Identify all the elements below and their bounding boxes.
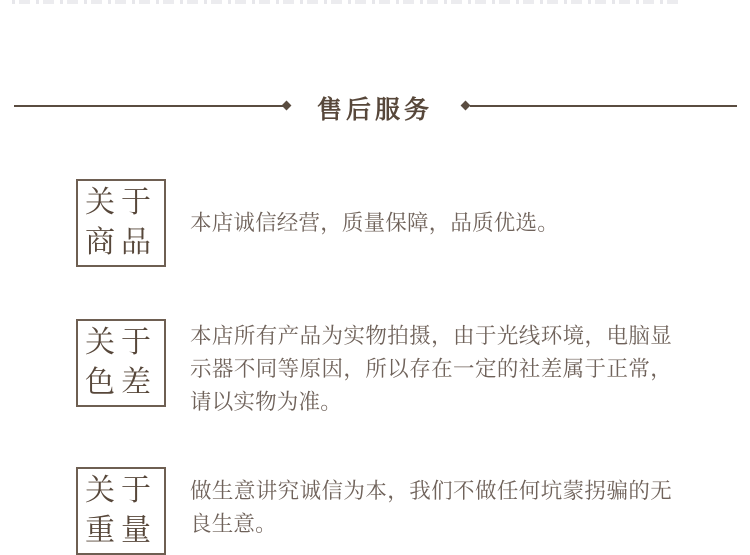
section-label-line2: 商品 <box>85 225 157 260</box>
section-label-line1: 关于 <box>85 325 157 360</box>
section-text-color-difference: 本店所有产品为实物拍摄，由于光线环境，电脑显示器不同等原因，所以存在一定的社差属于正常，请以实物为准。 <box>190 324 672 415</box>
section-label-box-products <box>76 179 166 267</box>
header-rule-right <box>470 105 737 107</box>
page-title: 售后服务 <box>316 95 433 124</box>
section-label-box-weight <box>76 467 166 555</box>
section-label-line1: 关于 <box>85 185 157 220</box>
section-label-line1: 关于 <box>85 473 157 508</box>
section-text-honesty: 做生意讲究诚信为本，我们不做任何坑蒙拐骗的无良生意。 <box>190 479 672 537</box>
section-label-line2: 重量 <box>85 513 157 548</box>
clipped-text-remnant <box>12 0 680 4</box>
section-label-box-color-difference <box>76 319 166 407</box>
section-label-line2: 色差 <box>85 365 157 400</box>
section-text-products: 本店诚信经营，质量保障，品质优选。 <box>190 211 559 236</box>
